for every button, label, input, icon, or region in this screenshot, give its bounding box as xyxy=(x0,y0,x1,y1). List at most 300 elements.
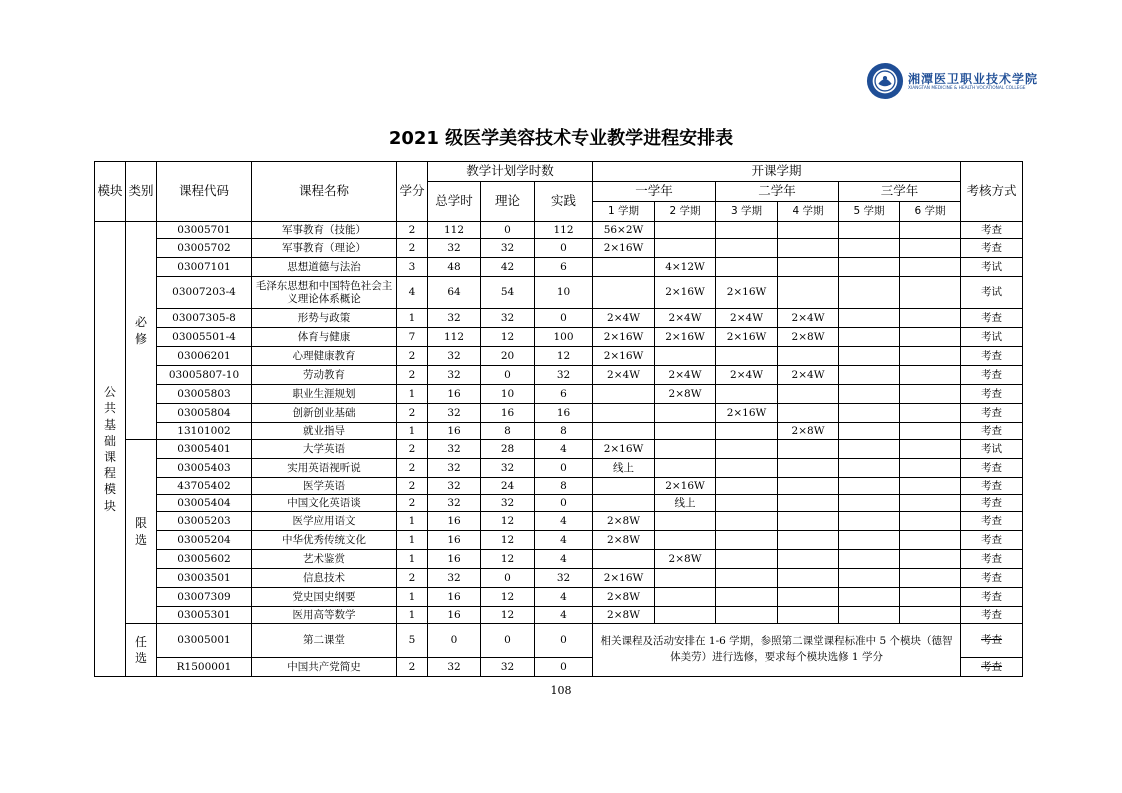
semester-3-cell xyxy=(716,495,778,512)
table-row xyxy=(95,495,1023,512)
semester-1-cell: 2×4W xyxy=(593,309,655,328)
practice-hours: 4 xyxy=(535,588,593,607)
semester-1-cell xyxy=(593,277,655,309)
semester-3-cell xyxy=(716,347,778,366)
theory-hours: 12 xyxy=(481,588,535,607)
theory-hours: 0 xyxy=(481,222,535,239)
semester-6-cell xyxy=(900,569,961,588)
credit: 1 xyxy=(397,588,428,607)
theory-hours: 0 xyxy=(481,366,535,385)
table-row xyxy=(95,531,1023,550)
header-semester-5: 5 学期 xyxy=(839,202,900,222)
table-row xyxy=(95,478,1023,495)
semester-6-cell xyxy=(900,588,961,607)
total-hours: 112 xyxy=(428,328,481,347)
semester-1-cell: 2×16W xyxy=(593,569,655,588)
assessment-method: 考查 xyxy=(961,366,1023,385)
semester-4-cell xyxy=(778,531,839,550)
semester-2-cell xyxy=(655,531,716,550)
semester-5-cell xyxy=(839,277,900,309)
semester-6-cell xyxy=(900,309,961,328)
credit: 2 xyxy=(397,658,428,677)
course-name: 思想道德与法治 xyxy=(252,258,397,277)
credit: 2 xyxy=(397,440,428,459)
credit: 2 xyxy=(397,347,428,366)
course-code: 03005403 xyxy=(157,459,252,478)
semester-1-cell xyxy=(593,423,655,440)
semester-1-cell xyxy=(593,385,655,404)
total-hours: 32 xyxy=(428,459,481,478)
semester-2-cell: 2×8W xyxy=(655,550,716,569)
credit: 1 xyxy=(397,531,428,550)
practice-hours: 6 xyxy=(535,258,593,277)
college-seal-icon xyxy=(866,62,904,100)
total-hours: 32 xyxy=(428,347,481,366)
semester-3-cell: 2×4W xyxy=(716,366,778,385)
course-name: 大学英语 xyxy=(252,440,397,459)
course-code: 03005803 xyxy=(157,385,252,404)
semester-2-cell xyxy=(655,440,716,459)
course-code: 03005401 xyxy=(157,440,252,459)
semester-4-cell xyxy=(778,347,839,366)
course-code: 03005001 xyxy=(157,624,252,658)
semester-6-cell xyxy=(900,440,961,459)
table-row xyxy=(95,258,1023,277)
semester-6-cell xyxy=(900,404,961,423)
assessment-method: 考查 xyxy=(961,385,1023,404)
theory-hours: 28 xyxy=(481,440,535,459)
semester-4-cell: 2×4W xyxy=(778,366,839,385)
page-title: 2021 级医学美容技术专业教学进程安排表 xyxy=(388,128,734,149)
course-code: 03005204 xyxy=(157,531,252,550)
semester-3-cell: 2×16W xyxy=(716,404,778,423)
assessment-method: 考查 xyxy=(961,404,1023,423)
table-row xyxy=(95,607,1023,624)
semester-6-cell xyxy=(900,222,961,239)
semester-1-cell: 56×2W xyxy=(593,222,655,239)
semester-5-cell xyxy=(839,309,900,328)
course-code: 03005804 xyxy=(157,404,252,423)
theory-hours: 32 xyxy=(481,459,535,478)
course-name: 劳动教育 xyxy=(252,366,397,385)
theory-hours: 12 xyxy=(481,607,535,624)
course-code: 03005203 xyxy=(157,512,252,531)
total-hours: 0 xyxy=(428,624,481,658)
course-name: 就业指导 xyxy=(252,423,397,440)
course-name: 信息技术 xyxy=(252,569,397,588)
semester-6-cell xyxy=(900,258,961,277)
credit: 1 xyxy=(397,309,428,328)
course-code: 03006201 xyxy=(157,347,252,366)
course-name: 医用高等数学 xyxy=(252,607,397,624)
semester-2-cell: 2×16W xyxy=(655,328,716,347)
semester-1-cell: 2×16W xyxy=(593,347,655,366)
total-hours: 64 xyxy=(428,277,481,309)
theory-hours: 10 xyxy=(481,385,535,404)
semester-6-cell xyxy=(900,531,961,550)
semester-2-cell xyxy=(655,222,716,239)
semester-3-cell xyxy=(716,459,778,478)
semester-5-cell xyxy=(839,550,900,569)
total-hours: 32 xyxy=(428,239,481,258)
practice-hours: 0 xyxy=(535,624,593,658)
total-hours: 32 xyxy=(428,309,481,328)
header-semester-6: 6 学期 xyxy=(900,202,961,222)
curriculum-table xyxy=(94,161,1023,677)
course-code: 43705402 xyxy=(157,478,252,495)
semester-3-cell xyxy=(716,385,778,404)
semester-2-cell: 2×4W xyxy=(655,309,716,328)
theory-hours: 32 xyxy=(481,239,535,258)
semester-3-cell: 2×4W xyxy=(716,309,778,328)
total-hours: 32 xyxy=(428,478,481,495)
course-code: 03007309 xyxy=(157,588,252,607)
assessment-method: 考查 xyxy=(961,569,1023,588)
credit: 2 xyxy=(397,222,428,239)
semester-5-cell xyxy=(839,258,900,277)
table-row xyxy=(95,309,1023,328)
semester-6-cell xyxy=(900,385,961,404)
total-hours: 32 xyxy=(428,658,481,677)
practice-hours: 112 xyxy=(535,222,593,239)
semester-6-cell xyxy=(900,423,961,440)
semester-2-cell: 2×16W xyxy=(655,478,716,495)
semester-2-cell: 2×16W xyxy=(655,277,716,309)
total-hours: 32 xyxy=(428,440,481,459)
theory-hours: 12 xyxy=(481,550,535,569)
semester-4-cell xyxy=(778,440,839,459)
course-name: 创新创业基础 xyxy=(252,404,397,423)
credit: 4 xyxy=(397,277,428,309)
semester-4-cell xyxy=(778,569,839,588)
semester-5-cell xyxy=(839,512,900,531)
assessment-method: 考查 xyxy=(961,309,1023,328)
total-hours: 16 xyxy=(428,607,481,624)
semester-2-cell xyxy=(655,569,716,588)
semester-6-cell xyxy=(900,607,961,624)
semester-2-cell: 2×8W xyxy=(655,385,716,404)
theory-hours: 42 xyxy=(481,258,535,277)
assessment-method: 考查 xyxy=(961,347,1023,366)
assessment-method: 考试 xyxy=(961,328,1023,347)
assessment-method: 考查 xyxy=(961,550,1023,569)
practice-hours: 0 xyxy=(535,495,593,512)
assessment-method: 考试 xyxy=(961,440,1023,459)
course-code: 03005404 xyxy=(157,495,252,512)
total-hours: 112 xyxy=(428,222,481,239)
practice-hours: 4 xyxy=(535,531,593,550)
course-code: 03005501-4 xyxy=(157,328,252,347)
header-assessment: 考核方式 xyxy=(961,162,1023,222)
semester-6-cell xyxy=(900,512,961,531)
credit: 2 xyxy=(397,569,428,588)
semester-5-cell xyxy=(839,588,900,607)
semester-4-cell: 2×4W xyxy=(778,309,839,328)
semester-5-cell xyxy=(839,239,900,258)
semester-5-cell xyxy=(839,366,900,385)
semester-6-cell xyxy=(900,328,961,347)
table-row xyxy=(95,277,1023,309)
table-row xyxy=(95,366,1023,385)
semester-3-cell xyxy=(716,239,778,258)
credit: 2 xyxy=(397,495,428,512)
semester-6-cell xyxy=(900,347,961,366)
assessment-method: 考查 xyxy=(961,624,1023,658)
header-course-name: 课程名称 xyxy=(252,162,397,222)
course-code: 03005807-10 xyxy=(157,366,252,385)
semester-2-cell xyxy=(655,423,716,440)
theory-hours: 20 xyxy=(481,347,535,366)
semester-3-cell xyxy=(716,588,778,607)
total-hours: 16 xyxy=(428,385,481,404)
header-semester-4: 4 学期 xyxy=(778,202,839,222)
practice-hours: 16 xyxy=(535,404,593,423)
semester-4-cell: 2×8W xyxy=(778,328,839,347)
semester-5-cell xyxy=(839,607,900,624)
practice-hours: 8 xyxy=(535,423,593,440)
category-required xyxy=(126,222,157,440)
semester-3-cell xyxy=(716,512,778,531)
semester-5-cell xyxy=(839,385,900,404)
semester-4-cell xyxy=(778,277,839,309)
semester-2-cell xyxy=(655,607,716,624)
semester-4-cell xyxy=(778,478,839,495)
semester-1-cell xyxy=(593,478,655,495)
assessment-method: 考查 xyxy=(961,531,1023,550)
theory-hours: 32 xyxy=(481,309,535,328)
college-logo xyxy=(866,62,1039,106)
semester-6-cell xyxy=(900,550,961,569)
semester-3-cell: 2×16W xyxy=(716,277,778,309)
course-name: 中国共产党简史 xyxy=(252,658,397,677)
assessment-method: 考查 xyxy=(961,607,1023,624)
course-name: 党史国史纲要 xyxy=(252,588,397,607)
total-hours: 16 xyxy=(428,512,481,531)
practice-hours: 100 xyxy=(535,328,593,347)
theory-hours: 12 xyxy=(481,531,535,550)
credit: 2 xyxy=(397,239,428,258)
semester-1-cell xyxy=(593,495,655,512)
semester-3-cell xyxy=(716,569,778,588)
semester-6-cell xyxy=(900,495,961,512)
category-elective-label: 任选 xyxy=(134,634,147,665)
semester-1-cell: 2×16W xyxy=(593,328,655,347)
semester-5-cell xyxy=(839,347,900,366)
semester-2-cell xyxy=(655,347,716,366)
header-hours-group: 教学计划学时数 xyxy=(428,162,593,182)
course-name: 医学英语 xyxy=(252,478,397,495)
header-year-2: 二学年 xyxy=(716,182,839,202)
theory-hours: 0 xyxy=(481,624,535,658)
semester-3-cell xyxy=(716,440,778,459)
header-category: 类别 xyxy=(126,162,157,222)
course-name: 第二课堂 xyxy=(252,624,397,658)
assessment-method: 考查 xyxy=(961,512,1023,531)
header-semester-1: 1 学期 xyxy=(593,202,655,222)
header-theory: 理论 xyxy=(481,182,535,222)
table-row xyxy=(95,550,1023,569)
semester-2-cell xyxy=(655,512,716,531)
practice-hours: 4 xyxy=(535,512,593,531)
table-row xyxy=(95,588,1023,607)
theory-hours: 54 xyxy=(481,277,535,309)
table-row xyxy=(95,328,1023,347)
total-hours: 16 xyxy=(428,423,481,440)
semester-5-cell xyxy=(839,404,900,423)
college-name-cn: 湘潭医卫职业技术学院 xyxy=(908,72,1039,86)
course-code: 03007101 xyxy=(157,258,252,277)
assessment-method: 考查 xyxy=(961,495,1023,512)
theory-hours: 16 xyxy=(481,404,535,423)
credit: 7 xyxy=(397,328,428,347)
semester-5-cell xyxy=(839,495,900,512)
practice-hours: 0 xyxy=(535,459,593,478)
semester-3-cell xyxy=(716,423,778,440)
course-code: 13101002 xyxy=(157,423,252,440)
course-name: 军事教育（技能） xyxy=(252,222,397,239)
assessment-method: 考查 xyxy=(961,239,1023,258)
semester-2-cell xyxy=(655,459,716,478)
table-row xyxy=(95,423,1023,440)
credit: 1 xyxy=(397,607,428,624)
theory-hours: 0 xyxy=(481,569,535,588)
total-hours: 16 xyxy=(428,531,481,550)
course-name: 职业生涯规划 xyxy=(252,385,397,404)
semester-5-cell xyxy=(839,531,900,550)
semester-1-cell: 2×4W xyxy=(593,366,655,385)
assessment-method: 考查 xyxy=(961,658,1023,677)
table-row xyxy=(95,440,1023,459)
course-code: 03005702 xyxy=(157,239,252,258)
practice-hours: 0 xyxy=(535,239,593,258)
course-code: 03007203-4 xyxy=(157,277,252,309)
credit: 1 xyxy=(397,512,428,531)
assessment-method: 考查 xyxy=(961,222,1023,239)
semester-4-cell xyxy=(778,258,839,277)
page-number: 108 xyxy=(550,684,572,697)
course-name: 心理健康教育 xyxy=(252,347,397,366)
assessment-method: 考试 xyxy=(961,258,1023,277)
category-elective xyxy=(126,624,157,677)
semester-3-cell xyxy=(716,531,778,550)
table-row xyxy=(95,239,1023,258)
table-row xyxy=(95,347,1023,366)
semester-6-cell xyxy=(900,277,961,309)
course-code: 03003501 xyxy=(157,569,252,588)
credit: 5 xyxy=(397,624,428,658)
semester-2-cell: 4×12W xyxy=(655,258,716,277)
theory-hours: 32 xyxy=(481,658,535,677)
credit: 3 xyxy=(397,258,428,277)
semester-5-cell xyxy=(839,459,900,478)
total-hours: 32 xyxy=(428,495,481,512)
course-code: 03007305-8 xyxy=(157,309,252,328)
total-hours: 16 xyxy=(428,588,481,607)
assessment-method: 考试 xyxy=(961,277,1023,309)
header-semester-3: 3 学期 xyxy=(716,202,778,222)
semester-5-cell xyxy=(839,440,900,459)
elective-note: 相关课程及活动安排在 1-6 学期，参照第二课堂课程标准中 5 个模块（德智体美劳）进行选修，要求每个模块选修 1 学分 xyxy=(593,624,961,677)
credit: 1 xyxy=(397,423,428,440)
header-year-1: 一学年 xyxy=(593,182,716,202)
total-hours: 48 xyxy=(428,258,481,277)
credit: 1 xyxy=(397,385,428,404)
course-name: 中华优秀传统文化 xyxy=(252,531,397,550)
semester-6-cell xyxy=(900,239,961,258)
total-hours: 32 xyxy=(428,404,481,423)
practice-hours: 4 xyxy=(535,607,593,624)
header-course-code: 课程代码 xyxy=(157,162,252,222)
course-name: 毛泽东思想和中国特色社会主义理论体系概论 xyxy=(252,277,397,309)
semester-2-cell xyxy=(655,588,716,607)
theory-hours: 12 xyxy=(481,512,535,531)
semester-4-cell xyxy=(778,222,839,239)
semester-4-cell xyxy=(778,607,839,624)
course-name: 中国文化英语谈 xyxy=(252,495,397,512)
semester-5-cell xyxy=(839,478,900,495)
college-name-en: XIANGTAN MEDICINE & HEALTH VOCATIONAL COLLEGE xyxy=(908,86,1026,91)
semester-3-cell xyxy=(716,258,778,277)
practice-hours: 0 xyxy=(535,309,593,328)
semester-4-cell: 2×8W xyxy=(778,423,839,440)
semester-1-cell: 2×16W xyxy=(593,440,655,459)
course-code: R1500001 xyxy=(157,658,252,677)
semester-3-cell xyxy=(716,222,778,239)
practice-hours: 12 xyxy=(535,347,593,366)
course-name: 体育与健康 xyxy=(252,328,397,347)
semester-1-cell: 2×8W xyxy=(593,531,655,550)
course-code: 03005602 xyxy=(157,550,252,569)
theory-hours: 24 xyxy=(481,478,535,495)
semester-6-cell xyxy=(900,478,961,495)
semester-6-cell xyxy=(900,459,961,478)
course-code: 03005301 xyxy=(157,607,252,624)
semester-3-cell xyxy=(716,607,778,624)
semester-2-cell: 2×4W xyxy=(655,366,716,385)
assessment-method: 考查 xyxy=(961,459,1023,478)
semester-1-cell: 2×16W xyxy=(593,239,655,258)
category-limited xyxy=(126,440,157,624)
total-hours: 32 xyxy=(428,569,481,588)
semester-3-cell: 2×16W xyxy=(716,328,778,347)
practice-hours: 32 xyxy=(535,366,593,385)
practice-hours: 32 xyxy=(535,569,593,588)
course-name: 实用英语视听说 xyxy=(252,459,397,478)
semester-2-cell xyxy=(655,404,716,423)
semester-4-cell xyxy=(778,495,839,512)
practice-hours: 4 xyxy=(535,550,593,569)
practice-hours: 0 xyxy=(535,658,593,677)
semester-1-cell xyxy=(593,258,655,277)
semester-4-cell xyxy=(778,512,839,531)
credit: 2 xyxy=(397,366,428,385)
semester-1-cell: 线上 xyxy=(593,459,655,478)
total-hours: 32 xyxy=(428,366,481,385)
table-row xyxy=(95,404,1023,423)
practice-hours: 6 xyxy=(535,385,593,404)
semester-3-cell xyxy=(716,478,778,495)
course-name: 医学应用语文 xyxy=(252,512,397,531)
semester-2-cell xyxy=(655,239,716,258)
semester-4-cell xyxy=(778,385,839,404)
table-row xyxy=(95,512,1023,531)
semester-6-cell xyxy=(900,366,961,385)
semester-4-cell xyxy=(778,404,839,423)
header-year-3: 三学年 xyxy=(839,182,961,202)
semester-1-cell: 2×8W xyxy=(593,607,655,624)
course-code: 03005701 xyxy=(157,222,252,239)
semester-2-cell: 线上 xyxy=(655,495,716,512)
